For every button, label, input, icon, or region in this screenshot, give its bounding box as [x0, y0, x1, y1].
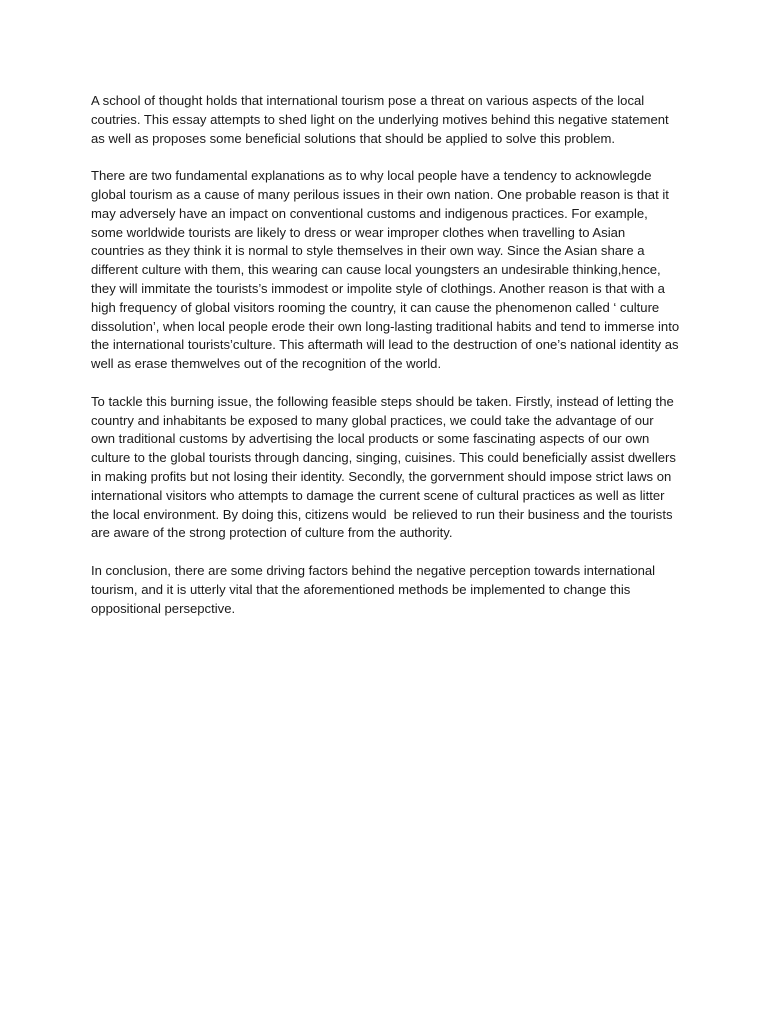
- essay-body: [91, 92, 681, 637]
- introduction-paragraph: A school of thought holds that international tourism pose a threat on various aspects of the local coutries. This essay attempts to shed light on the underlying motives behind this negative statement as well as proposes some beneficial solutions that should be applied to solve this problem.: [91, 93, 673, 146]
- conclusion-paragraph: In conclusion, there are some driving factors behind the negative perception towards international tourism, and it is utterly vital that the aforementioned methods be implemented to change this oppositional persepctive.: [91, 562, 659, 616]
- explanation-paragraph: There are two fundamental explanations as to why local people have a tendency to acknowlegde global tourism as a cause of many perilous issues in their own nation. One probable reason is that it may adversely have an impact on conventional customs and indigenous practices. For example, some worldwide tourists are likely to dress or wear improper clothes when travelling to Asian countries as they think it is normal to style themselves in their own way. Since the Asian share a different culture with them, this wearing can cause local youngsters an undesirable thinking,hence, they will immitate the tourists’s immodest or impolite style of clothings. Another reason is that with a high frequency of global visitors rooming the country, it can cause the phenomenon called ‘ culture dissolution’, when local people erode their own long-lasting traditional habits and tend to immerse into the international tourists’culture. This aftermath will lead to the destruction of one’s national identity as well as erase themwelves out of the recognition of the world.: [91, 168, 683, 372]
- solution-paragraph: To tackle this burning issue, the following feasible steps should be taken. Firstly, instead of letting the country and inhabitants be exposed to many global practices, we could take the advantage of our own traditional customs by advertising the local products or some fascinating aspects of our own culture to the global tourists through dancing, singing, cuisines. This could beneficially assist dwellers in making profits but not losing their identity. Secondly, the gorvernment should impose strict laws on international visitors who attempts to damage the current scene of cultural practices as well as litter the local environment. By doing this, citizens would be relieved to run their business and the tourists are aware of the strong protection of culture from the authority.: [91, 393, 680, 541]
